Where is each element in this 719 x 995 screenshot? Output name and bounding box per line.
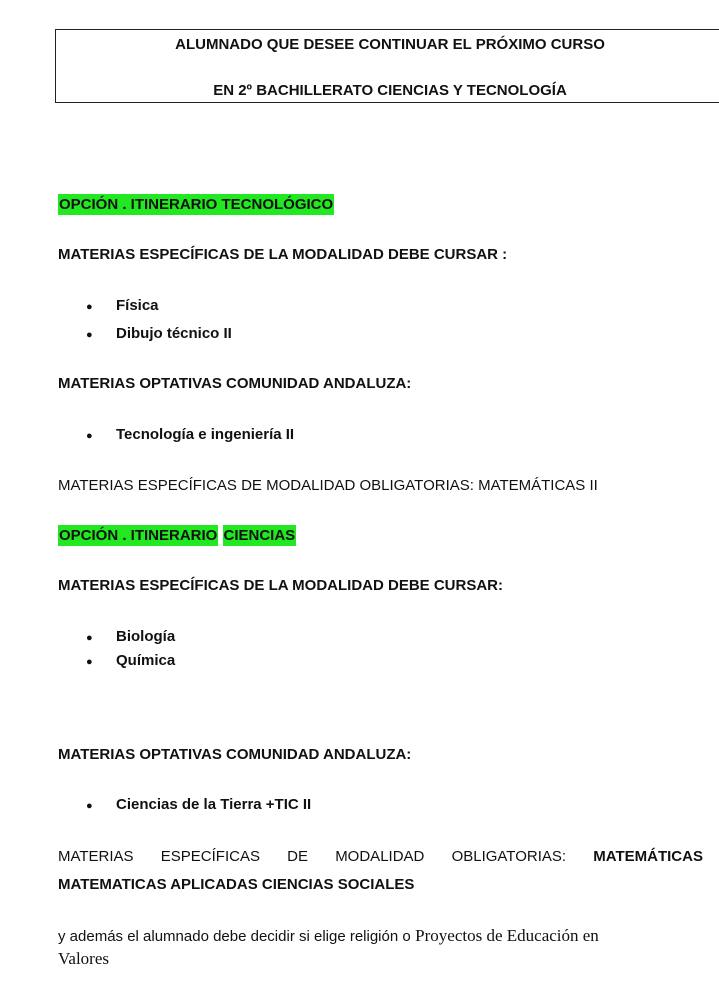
justified-word: MODALIDAD: [335, 848, 425, 865]
opcion-tecnologico-highlight: OPCIÓN . ITINERARIO TECNOLÓGICO: [59, 196, 334, 213]
bullet-icon: ●: [86, 329, 93, 341]
list-item: Ciencias de la Tierra +TIC II: [116, 796, 312, 813]
justified-word: ESPECÍFICAS: [160, 848, 260, 865]
obligatorias-line-2: [58, 848, 703, 865]
obligatorias-line-2b: MATEMATICAS APLICADAS CIENCIAS SOCIALES: [58, 876, 415, 893]
bullet-icon: ●: [86, 301, 93, 313]
list-item: Tecnología e ingeniería II: [116, 426, 295, 443]
opcion-tecnologico-title: [58, 196, 334, 213]
opcion-ciencias-highlight-1: OPCIÓN . ITINERARIO: [59, 527, 218, 544]
header-line-1: ALUMNADO QUE DESEE CONTINUAR EL PRÓXIMO CURSO: [175, 36, 605, 53]
header-box: [55, 29, 719, 103]
header-line-2: EN 2º BACHILLERATO CIENCIAS Y TECNOLOGÍA: [213, 82, 567, 99]
list-item: Química: [116, 652, 176, 669]
especificas-heading-2: MATERIAS ESPECÍFICAS DE LA MODALIDAD DEBE CURSAR:: [58, 577, 504, 594]
footer-serif-text: Proyectos de Educación en: [415, 926, 599, 945]
optativas-heading-1: MATERIAS OPTATIVAS COMUNIDAD ANDALUZA:: [58, 375, 412, 392]
optativas-heading-2: MATERIAS OPTATIVAS COMUNIDAD ANDALUZA:: [58, 746, 412, 763]
opcion-ciencias-highlight-2: CIENCIAS: [223, 527, 296, 544]
especificas-heading-1: MATERIAS ESPECÍFICAS DE LA MODALIDAD DEBE CURSAR :: [58, 246, 508, 263]
bullet-icon: ●: [86, 656, 93, 668]
justified-word: OBLIGATORIAS:: [451, 848, 567, 865]
justified-word: MATERIAS: [58, 848, 134, 865]
bullet-icon: ●: [86, 632, 93, 644]
list-item: Física: [116, 297, 159, 314]
bullet-icon: ●: [86, 430, 93, 442]
list-item: Biología: [116, 628, 176, 645]
footer-line-1: [58, 926, 599, 946]
bullet-icon: ●: [86, 800, 93, 812]
opcion-ciencias-title: [58, 527, 296, 544]
justified-word-bold: MATEMÁTICAS: [593, 848, 703, 865]
obligatorias-line-1: MATERIAS ESPECÍFICAS DE MODALIDAD OBLIGATORIAS: MATEMÁTICAS II: [58, 477, 598, 494]
footer-sans-text: y además el alumnado debe decidir si elige religión o: [58, 928, 411, 945]
footer-line-2: Valores: [58, 949, 109, 968]
justified-word: DE: [287, 848, 308, 865]
list-item: Dibujo técnico II: [116, 325, 232, 342]
